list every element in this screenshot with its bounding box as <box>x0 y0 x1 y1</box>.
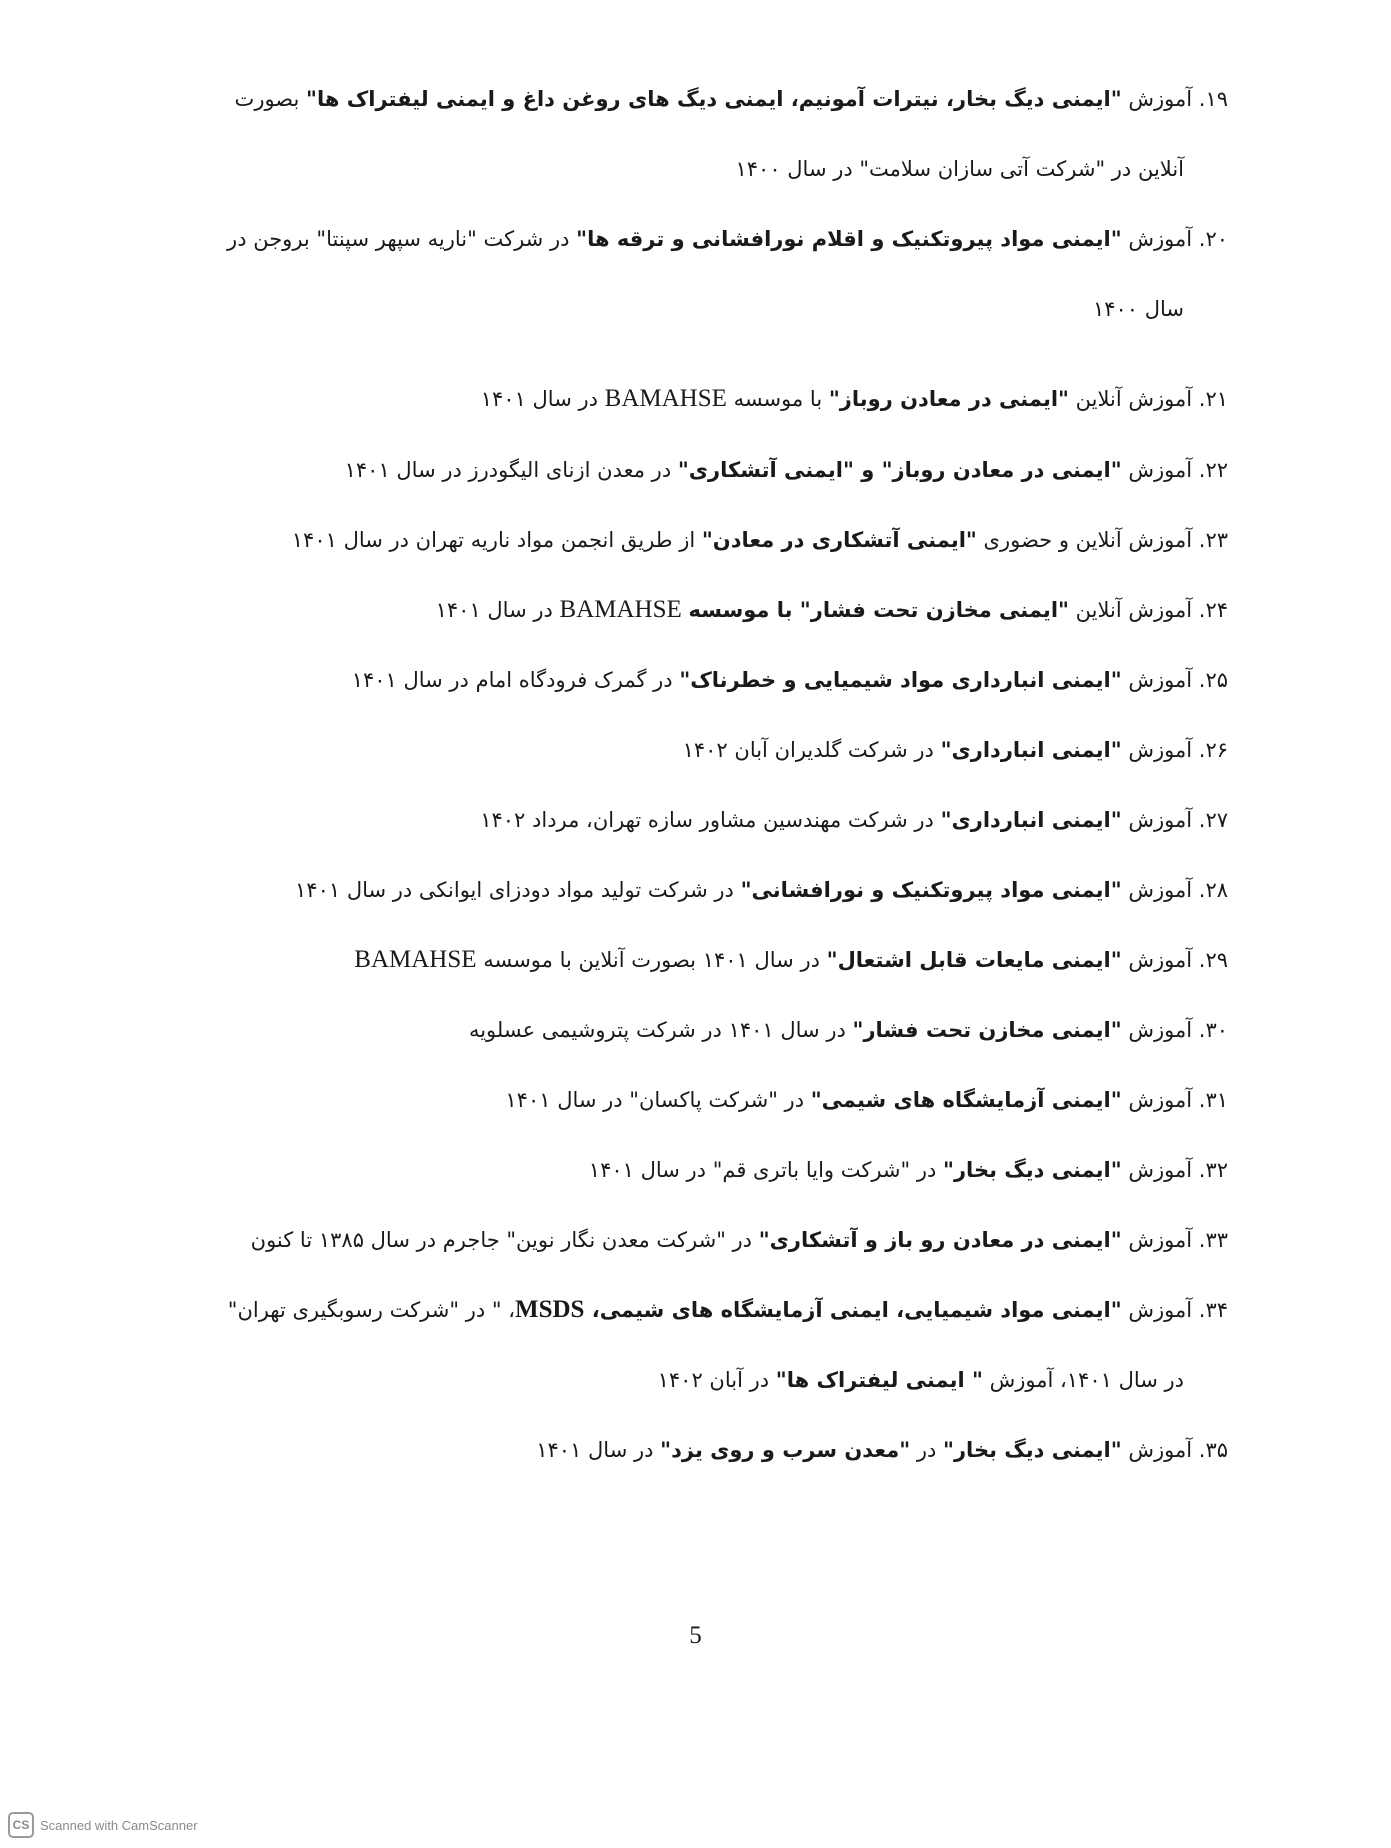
list-item <box>345 453 1228 487</box>
text-run: در سال ۱۴۰۱ بصورت آنلاین با موسسه <box>476 948 827 972</box>
list-item <box>505 1083 1228 1117</box>
text-run: در گمرک فرودگاه امام در سال ۱۴۰۱ <box>351 668 680 692</box>
bold-title: "ایمنی آزمایشگاه های شیمی" <box>810 1088 1122 1112</box>
bold-title: "ایمنی دیگ بخار" <box>943 1438 1122 1462</box>
bold-title: "ایمنی مخازن تحت فشار" <box>852 1018 1122 1042</box>
item-number: ۳۴. <box>1192 1298 1228 1322</box>
list-item <box>589 1153 1228 1187</box>
bold-title: "ایمنی انبارداری" <box>940 808 1122 832</box>
camscanner-text: Scanned with CamScanner <box>40 1817 198 1833</box>
text-run: آموزش <box>1121 1088 1193 1112</box>
text-run: آموزش <box>1121 878 1193 902</box>
text-run: BAMAHSE <box>604 385 727 412</box>
text-run: در سال ۱۴۰۱ در شرکت پتروشیمی عسلویه <box>468 1018 853 1042</box>
text-run: آموزش آنلاین و حضوری <box>976 528 1193 552</box>
item-number: ۲۹. <box>1192 948 1228 972</box>
bold-title: "ایمنی مواد پیروتکنیک و اقلام نورافشانی و ترقه ها" <box>576 227 1122 251</box>
text-run: در "شرکت معدن نگار نوین" جاجرم در سال ۱۳۸۵ تا کنون <box>250 1228 759 1252</box>
item-number: ۲۳. <box>1192 528 1228 552</box>
bold-title: "معدن سرب و روی یزد" <box>660 1438 911 1462</box>
list-item <box>251 1223 1228 1257</box>
list-item <box>480 803 1228 837</box>
text-run: ، " در "شرکت رسوبگیری تهران" <box>227 1298 515 1322</box>
bold-title: "ایمنی در معادن روباز" <box>828 387 1069 411</box>
list-item <box>469 1013 1228 1047</box>
text-run: در سال ۱۴۰۱ <box>435 598 560 622</box>
list-item-continuation: آنلاین در "شرکت آتی سازان سلامت" در سال ۱۴۰۰ <box>735 157 1184 181</box>
text-run: در شرکت تولید مواد دودزای ایوانکی در سال ۱۴۰۱ <box>295 878 741 902</box>
bold-title: "ایمنی انبارداری مواد شیمیایی و خطرناک" <box>679 668 1122 692</box>
text-run: آموزش <box>1121 1298 1193 1322</box>
list-item <box>683 733 1228 767</box>
item-number: ۳۲. <box>1192 1158 1228 1182</box>
text-run: در معدن ازنای الیگودرز در سال ۱۴۰۱ <box>344 458 678 482</box>
bold-title: "ایمنی در معادن روباز" و "ایمنی آتشکاری" <box>677 458 1122 482</box>
text-run: آموزش <box>1121 1158 1193 1182</box>
bold-title: "ایمنی انبارداری" <box>940 738 1122 762</box>
list-item-continuation: سال ۱۴۰۰ <box>1092 297 1184 321</box>
list-item <box>295 873 1228 907</box>
bold-title: MSDS <box>514 1296 585 1323</box>
list-item <box>228 1293 1228 1327</box>
text-run: آموزش <box>1121 458 1193 482</box>
page-number: 5 <box>689 1622 702 1649</box>
list-item <box>481 382 1228 416</box>
list-item <box>227 222 1228 256</box>
text-run: در شرکت گلدیران آبان ۱۴۰۲ <box>682 738 941 762</box>
text-run: در آبان ۱۴۰۲ <box>657 1368 776 1392</box>
bold-title: " ایمنی لیفتراک ها" <box>775 1368 983 1392</box>
item-number: ۲۱. <box>1192 387 1228 411</box>
text-run: در <box>910 1438 944 1462</box>
text-run: آموزش <box>1121 227 1193 251</box>
camscanner-footer <box>8 1812 198 1838</box>
text-run: در سال ۱۴۰۱ <box>536 1438 661 1462</box>
text-run: بصورت <box>234 87 307 111</box>
item-number: ۲۶. <box>1192 738 1228 762</box>
item-number: ۲۲. <box>1192 458 1228 482</box>
text-run: آموزش <box>1121 948 1193 972</box>
item-number: ۳۵. <box>1192 1438 1228 1462</box>
text-run: در شرکت "ناریه سپهر سپنتا" بروجن در <box>227 227 577 251</box>
item-number: ۱۹. <box>1192 87 1228 111</box>
item-number: ۲۴. <box>1192 598 1228 622</box>
item-number: ۳۳. <box>1192 1228 1228 1252</box>
list-item <box>436 593 1228 627</box>
camscanner-logo-icon: CS <box>8 1812 34 1838</box>
item-number: ۲۵. <box>1192 668 1228 692</box>
item-number: ۲۸. <box>1192 878 1228 902</box>
list-item <box>536 1433 1228 1467</box>
text-run: در سال ۱۴۰۱ <box>480 387 605 411</box>
text-run: BAMAHSE <box>354 946 477 973</box>
text-run: آموزش <box>1121 738 1193 762</box>
text-run: در "شرکت پاکسان" در سال ۱۴۰۱ <box>505 1088 811 1112</box>
text-run: آموزش آنلاین <box>1068 387 1193 411</box>
text-run: از طریق انجمن مواد ناریه تهران در سال ۱۴۰۱ <box>291 528 702 552</box>
bold-title: "ایمنی در معادن رو باز و آتشکاری" <box>758 1228 1122 1252</box>
list-item <box>235 82 1228 116</box>
text-run: در شرکت مهندسین مشاور سازه تهران، مرداد ۱۴۰۲ <box>480 808 941 832</box>
text-run: در سال ۱۴۰۱، آموزش <box>982 1368 1184 1392</box>
text-run: آموزش <box>1121 808 1193 832</box>
item-number: ۳۰. <box>1192 1018 1228 1042</box>
text-run: آموزش <box>1121 1018 1193 1042</box>
bold-title: "ایمنی آتشکاری در معادن" <box>701 528 977 552</box>
bold-title: "ایمنی دیگ بخار، نیترات آمونیم، ایمنی دیگ های روغن داغ و ایمنی لیفتراک ها" <box>306 87 1122 111</box>
text-run: آموزش آنلاین <box>1068 598 1193 622</box>
item-number: ۲۷. <box>1192 808 1228 832</box>
text-run: با موسسه <box>726 387 829 411</box>
list-item <box>354 943 1228 977</box>
list-item-continuation <box>658 1363 1184 1397</box>
item-number: ۲۰. <box>1192 227 1228 251</box>
text-run: در "شرکت وایا باتری قم" در سال ۱۴۰۱ <box>588 1158 944 1182</box>
bold-title: "ایمنی دیگ بخار" <box>943 1158 1122 1182</box>
list-item <box>352 663 1228 697</box>
text-run: BAMAHSE <box>559 596 682 623</box>
list-item <box>292 523 1228 557</box>
item-number: ۳۱. <box>1192 1088 1228 1112</box>
bold-title: "ایمنی مواد پیروتکنیک و نورافشانی" <box>740 878 1122 902</box>
text-run: آموزش <box>1121 87 1193 111</box>
text-run: آموزش <box>1121 1438 1193 1462</box>
bold-title: "ایمنی مایعات قابل اشتعال" <box>826 948 1122 972</box>
bold-title: "ایمنی مخازن تحت فشار" با موسسه <box>688 598 1069 622</box>
text-run: آموزش <box>1121 1228 1193 1252</box>
bold-title: "ایمنی مواد شیمیایی، ایمنی آزمایشگاه های شیمی، <box>584 1298 1122 1322</box>
text-run: آموزش <box>1121 668 1193 692</box>
